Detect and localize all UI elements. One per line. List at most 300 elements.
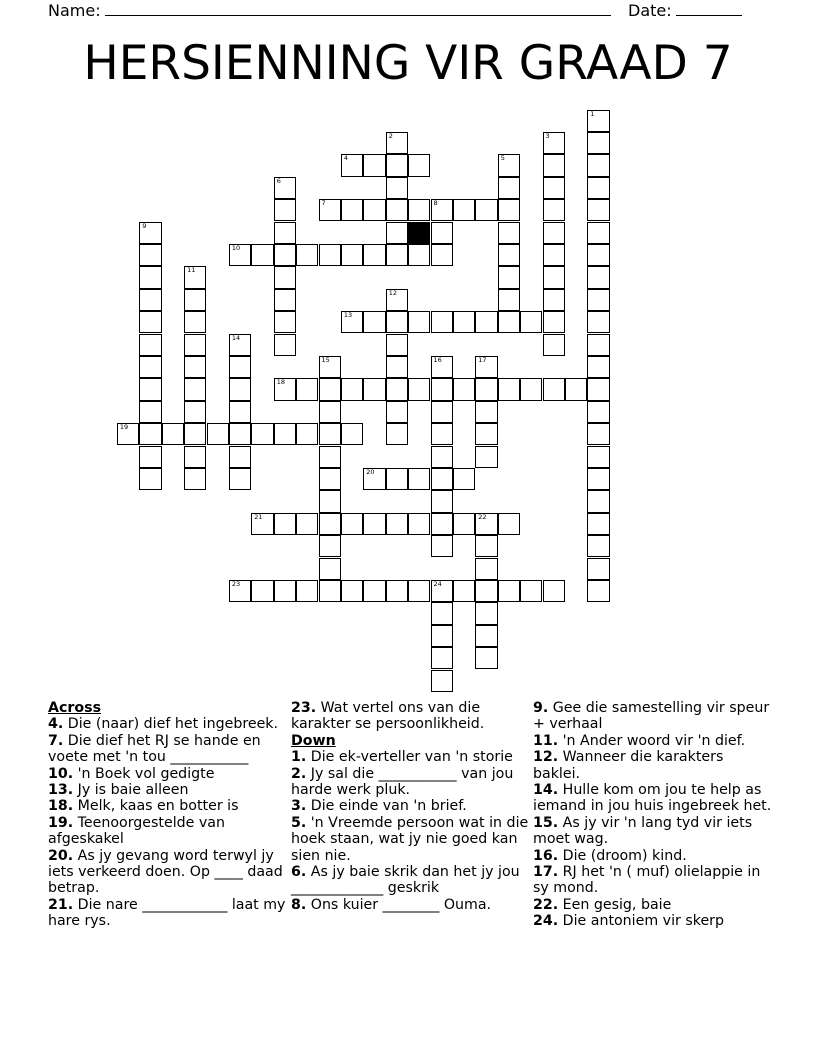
grid-cell[interactable]: [475, 535, 497, 557]
clue-text: Wat vertel ons van die karakter se persoonlikheid.: [291, 700, 485, 733]
cell-number: 17: [478, 355, 487, 364]
grid-cell[interactable]: [431, 625, 453, 647]
clue: [533, 733, 773, 749]
grid-cell[interactable]: [543, 378, 565, 400]
grid-cell[interactable]: [386, 334, 408, 356]
clue-number: 12.: [533, 749, 559, 766]
clue-text: Die nare ____________ laat my hare rys.: [48, 896, 286, 930]
cell-number: 11: [187, 266, 196, 275]
clue-text: Die ek-verteller van 'n storie: [306, 749, 513, 766]
cell-number: 9: [142, 221, 147, 230]
cell-number: 1: [590, 109, 595, 118]
grid-cell[interactable]: [296, 244, 318, 266]
grid-cell[interactable]: [319, 535, 341, 557]
clue-text: As jy baie skrik dan het jy jou _____________ geskrik: [291, 864, 520, 897]
cell-number: 3: [545, 131, 550, 140]
clue-number: 20.: [48, 847, 74, 864]
cell-number: 8: [433, 199, 438, 208]
grid-cell[interactable]: [386, 356, 408, 378]
grid-cell[interactable]: [587, 513, 609, 535]
grid-cell[interactable]: [431, 423, 453, 445]
grid-cell[interactable]: [341, 423, 363, 445]
grid-cell[interactable]: [475, 513, 497, 535]
clue: [291, 897, 531, 913]
grid-cell[interactable]: [475, 558, 497, 580]
clue-number: 1.: [291, 749, 307, 766]
grid-cell[interactable]: [386, 177, 408, 199]
across-heading: Across: [48, 700, 102, 716]
grid-cell[interactable]: [341, 311, 363, 333]
grid-cell[interactable]: [139, 334, 161, 356]
clue: [48, 782, 288, 798]
clue: [533, 864, 773, 897]
cell-number: 15: [321, 355, 330, 364]
grid-cell[interactable]: [587, 177, 609, 199]
clues-column-1: [48, 700, 288, 930]
clue-number: 8.: [291, 896, 307, 913]
grid-cell[interactable]: [475, 647, 497, 669]
cell-number: 7: [321, 199, 326, 208]
clue-number: 15.: [533, 814, 559, 831]
cell-number: 13: [343, 311, 353, 320]
grid-cell[interactable]: [453, 468, 475, 490]
clues-column-3: [533, 700, 773, 930]
grid-cell[interactable]: [139, 446, 161, 468]
grid-cell[interactable]: [543, 289, 565, 311]
grid-cell[interactable]: [207, 423, 229, 445]
grid-cell[interactable]: [386, 513, 408, 535]
grid-cell[interactable]: [274, 378, 296, 400]
grid-cell[interactable]: [251, 580, 273, 602]
grid-cell[interactable]: [475, 602, 497, 624]
clue-text: As jy gevang word terwyl jy iets verkeerd doen. Op ____ daad betrap.: [48, 847, 283, 897]
grid-cell[interactable]: [319, 490, 341, 512]
down-heading: Down: [291, 732, 336, 749]
grid-cell[interactable]: [363, 244, 385, 266]
grid-cell[interactable]: [229, 401, 251, 423]
grid-cell[interactable]: [431, 199, 453, 221]
grid-cell[interactable]: [319, 580, 341, 602]
clue: [533, 913, 773, 929]
grid-cell[interactable]: [296, 580, 318, 602]
clue-text: Die einde van 'n brief.: [306, 798, 467, 815]
grid-cell[interactable]: [498, 289, 520, 311]
grid-cell[interactable]: [274, 266, 296, 288]
grid-cell[interactable]: [139, 356, 161, 378]
clue-number: 24.: [533, 913, 559, 930]
grid-cell[interactable]: [587, 222, 609, 244]
grid-cell[interactable]: [251, 513, 273, 535]
cell-number: 16: [433, 355, 442, 364]
grid-cell[interactable]: [363, 513, 385, 535]
grid-cell[interactable]: [565, 378, 587, 400]
grid-cell[interactable]: [475, 423, 497, 445]
clue: [291, 798, 531, 814]
grid-cell[interactable]: [543, 154, 565, 176]
grid-cell[interactable]: [296, 423, 318, 445]
cell-number: 24: [433, 579, 442, 588]
grid-cell[interactable]: [274, 311, 296, 333]
grid-cell[interactable]: [363, 154, 385, 176]
cell-number: 18: [276, 378, 285, 387]
grid-cell[interactable]: [274, 289, 296, 311]
grid-cell[interactable]: [498, 222, 520, 244]
grid-cell[interactable]: [543, 334, 565, 356]
grid-cell[interactable]: [543, 177, 565, 199]
clue-text: As jy vir 'n lang tyd vir iets moet wag.: [533, 814, 753, 848]
clue-text: Teenoorgestelde van afgeskakel: [48, 814, 225, 848]
grid-cell[interactable]: [139, 289, 161, 311]
grid-cell[interactable]: [386, 289, 408, 311]
clue-text: Jy is baie alleen: [73, 782, 189, 799]
clue: [533, 700, 773, 733]
grid-cell[interactable]: [587, 266, 609, 288]
grid-cell[interactable]: [587, 446, 609, 468]
grid-cell[interactable]: [431, 356, 453, 378]
grid-cell[interactable]: [587, 468, 609, 490]
grid-cell[interactable]: [363, 378, 385, 400]
grid-cell[interactable]: [184, 289, 206, 311]
grid-cell[interactable]: [587, 244, 609, 266]
clue-text: Die antoniem vir skerp: [558, 913, 725, 930]
clue-number: 18.: [48, 798, 74, 815]
cell-number: 22: [478, 512, 487, 521]
clue-text: Jy sal die ___________ van jou harde werk pluk.: [291, 765, 514, 799]
grid-cell[interactable]: [319, 468, 341, 490]
grid-cell[interactable]: [386, 132, 408, 154]
grid-cell[interactable]: [498, 513, 520, 535]
clue-text: 'n Ander woord vir 'n dief.: [558, 732, 746, 749]
grid-cell[interactable]: [341, 154, 363, 176]
grid-cell[interactable]: [229, 423, 251, 445]
clue-text: Die (naar) dief het ingebreek.: [63, 716, 279, 733]
grid-cell[interactable]: [475, 580, 497, 602]
grid-cell[interactable]: [408, 311, 430, 333]
grid-cell[interactable]: [319, 244, 341, 266]
grid-cell[interactable]: [319, 558, 341, 580]
clue-number: 21.: [48, 896, 74, 913]
clue: [48, 815, 288, 848]
grid-cell[interactable]: [319, 199, 341, 221]
grid-cell[interactable]: [498, 580, 520, 602]
grid-cell[interactable]: [251, 244, 273, 266]
grid-cell[interactable]: [341, 199, 363, 221]
clue-text: 'n Boek vol gedigte: [73, 765, 215, 782]
grid-cell[interactable]: [587, 199, 609, 221]
grid-cell[interactable]: [341, 513, 363, 535]
grid-cell[interactable]: [386, 222, 408, 244]
grid-cell[interactable]: [475, 446, 497, 468]
grid-cell[interactable]: [319, 356, 341, 378]
grid-cell[interactable]: [386, 244, 408, 266]
grid-cell[interactable]: [184, 423, 206, 445]
grid-cell[interactable]: [431, 602, 453, 624]
clue-number: 9.: [533, 700, 549, 716]
grid-cell[interactable]: [229, 356, 251, 378]
grid-cell[interactable]: [139, 468, 161, 490]
grid-cell[interactable]: [386, 401, 408, 423]
clue-number: 16.: [533, 847, 559, 864]
clue: [48, 848, 288, 897]
grid-cell[interactable]: [475, 401, 497, 423]
grid-cell[interactable]: [431, 222, 453, 244]
grid-cell[interactable]: [543, 580, 565, 602]
clue: [48, 798, 288, 814]
grid-cell[interactable]: [274, 513, 296, 535]
clue-number: 13.: [48, 782, 74, 799]
grid-cell[interactable]: [475, 311, 497, 333]
grid-cell[interactable]: [431, 490, 453, 512]
clue: [291, 815, 531, 864]
date-label: Date:: [628, 1, 672, 20]
cell-number: 19: [119, 423, 129, 432]
grid-cell[interactable]: [408, 513, 430, 535]
grid-cell[interactable]: [520, 378, 542, 400]
clue-text: Die dief het RJ se hande en voete met 'n tou ___________: [48, 732, 261, 766]
grid-cell[interactable]: [543, 222, 565, 244]
grid-cell[interactable]: [453, 199, 475, 221]
grid-cell[interactable]: [296, 513, 318, 535]
clue: [533, 815, 773, 848]
grid-cell[interactable]: [587, 535, 609, 557]
cell-number: 10: [231, 243, 241, 252]
grid-cell[interactable]: [184, 311, 206, 333]
grid-cell[interactable]: [587, 423, 609, 445]
grid-cell[interactable]: [386, 423, 408, 445]
clue: [291, 766, 531, 799]
clue-number: 4.: [48, 716, 64, 733]
grid-cell[interactable]: [363, 311, 385, 333]
cell-number: 23: [231, 579, 241, 588]
grid-cell[interactable]: [386, 311, 408, 333]
grid-cell[interactable]: [229, 334, 251, 356]
grid-cell[interactable]: [162, 423, 184, 445]
grid-cell[interactable]: [587, 490, 609, 512]
grid-cell[interactable]: [431, 378, 453, 400]
grid-cell[interactable]: [543, 199, 565, 221]
grid-cell[interactable]: [274, 423, 296, 445]
grid-cell[interactable]: [587, 401, 609, 423]
grid-cell[interactable]: [341, 244, 363, 266]
grid-cell[interactable]: [139, 311, 161, 333]
grid-cell[interactable]: [386, 468, 408, 490]
grid-cell[interactable]: [274, 222, 296, 244]
clue: [291, 864, 531, 897]
grid-cell[interactable]: [431, 446, 453, 468]
grid-cell[interactable]: [386, 378, 408, 400]
grid-cell[interactable]: [184, 266, 206, 288]
clue-number: 3.: [291, 798, 307, 815]
grid-cell[interactable]: [184, 356, 206, 378]
grid-cell[interactable]: [431, 580, 453, 602]
grid-cell[interactable]: [229, 244, 251, 266]
clue-number: 22.: [533, 896, 559, 913]
clue: [48, 733, 288, 766]
grid-cell[interactable]: [498, 177, 520, 199]
grid-cell[interactable]: [386, 199, 408, 221]
clue: [533, 897, 773, 913]
grid-cell[interactable]: [408, 468, 430, 490]
cell-number: 21: [254, 512, 263, 521]
clue-number: 10.: [48, 765, 74, 782]
grid-cell[interactable]: [498, 244, 520, 266]
clue-number: 11.: [533, 732, 559, 749]
grid-cell[interactable]: [475, 625, 497, 647]
cell-number: 2: [388, 131, 393, 140]
clue-text: RJ het 'n ( muf) olielappie in sy mond.: [533, 864, 761, 897]
grid-cell[interactable]: [139, 222, 161, 244]
grid-cell[interactable]: [184, 468, 206, 490]
grid-cell[interactable]: [184, 334, 206, 356]
grid-cell[interactable]: [139, 244, 161, 266]
clue: [533, 782, 773, 815]
cell-number: 5: [500, 154, 505, 163]
clue-number: 5.: [291, 814, 307, 831]
clue: [291, 749, 531, 765]
grid-cell[interactable]: [543, 244, 565, 266]
cell-number: 12: [388, 288, 397, 297]
grid-cell[interactable]: [475, 199, 497, 221]
grid-cell[interactable]: [587, 311, 609, 333]
grid-cell[interactable]: [453, 513, 475, 535]
grid-cell[interactable]: [431, 244, 453, 266]
clue: [48, 766, 288, 782]
grid-cell[interactable]: [543, 132, 565, 154]
grid-cell[interactable]: [498, 154, 520, 176]
clue: [48, 897, 288, 930]
clue-number: 6.: [291, 864, 307, 881]
grid-cell[interactable]: [274, 199, 296, 221]
grid-cell[interactable]: [184, 446, 206, 468]
grid-cell[interactable]: [319, 401, 341, 423]
grid-cell[interactable]: [431, 647, 453, 669]
clue-text: Ons kuier ________ Ouma.: [306, 896, 492, 913]
clue-number: 7.: [48, 732, 64, 749]
grid-cell[interactable]: [229, 468, 251, 490]
grid-cell[interactable]: [475, 356, 497, 378]
grid-cell[interactable]: [431, 401, 453, 423]
grid-cell[interactable]: [498, 378, 520, 400]
grid-cell[interactable]: [587, 334, 609, 356]
grid-cell[interactable]: [139, 378, 161, 400]
cell-number: 6: [276, 176, 281, 185]
clue-text: Hulle kom om jou te help as iemand in jou huis ingebreek het.: [533, 782, 772, 815]
grid-cell[interactable]: [520, 580, 542, 602]
grid-cell[interactable]: [587, 132, 609, 154]
grid-cell[interactable]: [498, 311, 520, 333]
grid-cell[interactable]: [184, 378, 206, 400]
clue-text: Gee die samestelling vir speur + verhaal: [533, 700, 770, 733]
grid-cell[interactable]: [139, 266, 161, 288]
grid-cell[interactable]: [453, 378, 475, 400]
grid-cell[interactable]: [543, 266, 565, 288]
cell-number: 20: [366, 467, 375, 476]
grid-cell[interactable]: [408, 199, 430, 221]
grid-cell[interactable]: [408, 378, 430, 400]
grid-cell[interactable]: [319, 423, 341, 445]
grid-cell[interactable]: [363, 580, 385, 602]
grid-cell[interactable]: [341, 378, 363, 400]
clue-text: Die (droom) kind.: [558, 847, 687, 864]
clue-text: Wanneer die karakters baklei.: [533, 749, 724, 782]
clues-column-2: [291, 700, 531, 913]
grid-cell[interactable]: [587, 154, 609, 176]
grid-cell[interactable]: [296, 378, 318, 400]
grid-cell[interactable]: [319, 513, 341, 535]
clue-number: 23.: [291, 700, 317, 716]
clue: [533, 749, 773, 782]
cell-number: 4: [343, 154, 349, 163]
grid-cell[interactable]: [520, 311, 542, 333]
grid-cell[interactable]: [229, 446, 251, 468]
grid-cell[interactable]: [453, 580, 475, 602]
clue: [533, 848, 773, 864]
cell-number: 14: [231, 333, 241, 342]
grid-cell[interactable]: [431, 311, 453, 333]
grid-cell[interactable]: [229, 580, 251, 602]
grid-cell[interactable]: [229, 378, 251, 400]
grid-cell[interactable]: [184, 401, 206, 423]
clue-number: 19.: [48, 814, 74, 831]
grid-cell[interactable]: [363, 199, 385, 221]
grid-cell[interactable]: [431, 535, 453, 557]
grid-cell[interactable]: [274, 580, 296, 602]
grid-cell[interactable]: [386, 580, 408, 602]
grid-cell[interactable]: [431, 468, 453, 490]
grid-cell[interactable]: [431, 670, 453, 692]
grid-cell[interactable]: [408, 580, 430, 602]
grid-cell[interactable]: [139, 401, 161, 423]
clue-number: 2.: [291, 765, 307, 782]
grid-cell[interactable]: [587, 289, 609, 311]
clue: [48, 716, 288, 732]
page-title: HERSIENNING VIR GRAAD 7: [83, 36, 733, 91]
grid-cell[interactable]: [386, 154, 408, 176]
grid-cell[interactable]: [251, 423, 273, 445]
grid-cell[interactable]: [587, 558, 609, 580]
clue-text: 'n Vreemde persoon wat in die hoek staan, wat jy nie goed kan sien nie.: [291, 814, 529, 864]
grid-cell[interactable]: [498, 199, 520, 221]
clue-number: 14.: [533, 782, 559, 799]
grid-cell[interactable]: [274, 334, 296, 356]
clue-text: Melk, kaas en botter is: [73, 798, 239, 815]
grid-cell[interactable]: [408, 244, 430, 266]
grid-cell[interactable]: [453, 311, 475, 333]
black-square: [408, 222, 430, 244]
grid-cell[interactable]: [274, 177, 296, 199]
grid-cell[interactable]: [475, 378, 497, 400]
grid-cell[interactable]: [341, 580, 363, 602]
grid-cell[interactable]: [117, 423, 139, 445]
clue-number: 17.: [533, 864, 559, 881]
grid-cell[interactable]: [587, 110, 609, 132]
grid-cell[interactable]: [587, 580, 609, 602]
grid-cell[interactable]: [319, 378, 341, 400]
clue: [291, 700, 531, 733]
grid-cell[interactable]: [498, 266, 520, 288]
grid-cell[interactable]: [431, 513, 453, 535]
grid-cell[interactable]: [408, 154, 430, 176]
grid-cell[interactable]: [139, 423, 161, 445]
grid-cell[interactable]: [543, 311, 565, 333]
clue-text: Een gesig, baie: [558, 896, 672, 913]
grid-cell[interactable]: [587, 356, 609, 378]
grid-cell[interactable]: [319, 446, 341, 468]
grid-cell[interactable]: [274, 244, 296, 266]
grid-cell[interactable]: [587, 378, 609, 400]
name-label: Name:: [48, 1, 101, 20]
grid-cell[interactable]: [363, 468, 385, 490]
